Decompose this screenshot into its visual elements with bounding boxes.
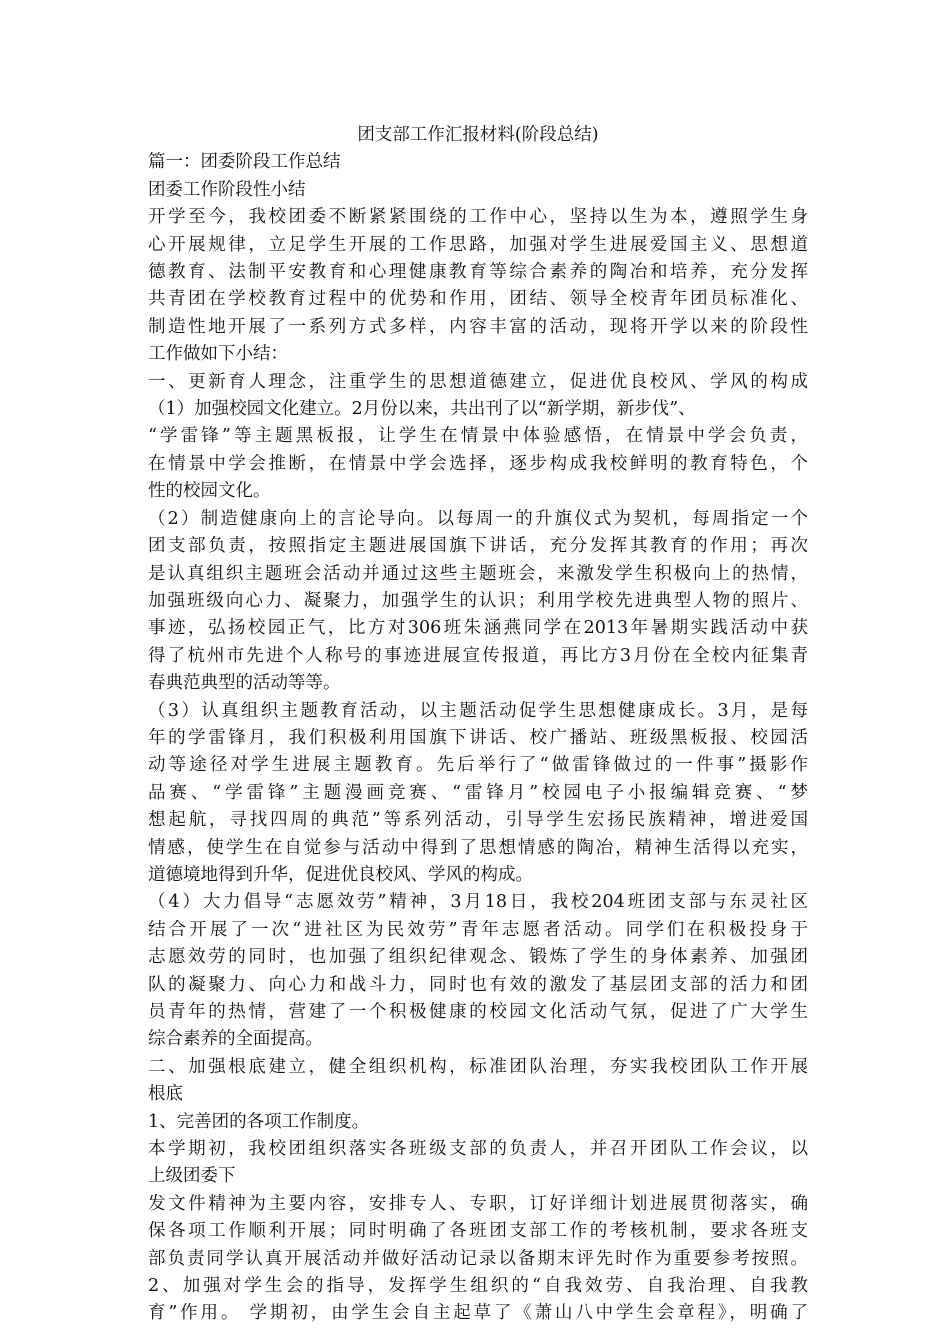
text-line: 队的凝聚力、向心力和战斗力，同时也有效的激发了基层团支部的活力和团 bbox=[148, 974, 808, 995]
text-line: 部负责同学认真开展活动并做好活动记录以备期末评先时作为重要参考按照。 bbox=[148, 1248, 808, 1269]
text-line: 员青年的热情，营建了一个积极健康的校园文化活动气氛，促进了广大学生 bbox=[148, 1002, 808, 1022]
document-title: 团支部工作汇报材料(阶段总结) bbox=[357, 125, 599, 145]
text-line: 2、加强对学生会的指导，发挥学生组织的“自我效劳、自我治理、自我教 bbox=[148, 1276, 808, 1297]
text-line: 保各项工作顺利开展；同时明确了各班团支部工作的考核机制，要求各班支 bbox=[148, 1221, 808, 1242]
text-line: 共青团在学校教育过程中的优势和作用，团结、领导全校青年团员标准化、 bbox=[148, 289, 808, 310]
text-line: （1）加强校园文化建立。2月份以来，共出刊了以“新学期，新步伐”、 bbox=[148, 399, 696, 420]
text-line: 二、加强根底建立，健全组织机构，标准团队治理，夯实我校团队工作开展 bbox=[148, 1056, 808, 1077]
text-line: 开学至今，我校团委不断紧紧围绕的工作中心，坚持以生为本，遵照学生身 bbox=[148, 207, 808, 228]
text-line: 团支部负责，按照指定主题进展国旗下讲话，充分发挥其教育的作用；再次 bbox=[148, 536, 808, 557]
text-line: 动等途径对学生进展主题教育。先后举行了“做雷锋做过的一件事”摄影作 bbox=[148, 755, 808, 776]
text-line: 本学期初，我校团组织落实各班级支部的负责人，并召开团队工作会议，以 bbox=[148, 1139, 808, 1160]
text-line: 是认真组织主题班会活动并通过这些主题班会，来激发学生积极向上的热情， bbox=[148, 563, 808, 584]
text-line: （4）大力倡导“志愿效劳”精神，3月18日，我校204班团支部与东灵社区 bbox=[148, 892, 808, 913]
text-line: 一、更新育人理念，注重学生的思想道德建立，促进优良校风、学风的构成 bbox=[148, 371, 808, 392]
text-line: 育”作用。 学期初，由学生会自主起草了《萧山八中学生会章程》，明确了 bbox=[148, 1303, 808, 1324]
text-line: 制造性地开展了一系列方式多样，内容丰富的活动，现将开学以来的阶段性 bbox=[148, 316, 808, 337]
document-body bbox=[148, 122, 808, 1328]
text-line: 道德境地得到升华，促进优良校风、学风的构成。 bbox=[148, 864, 533, 885]
text-line: 德教育、法制平安教育和心理健康教育等综合素养的陶冶和培养，充分发挥 bbox=[148, 262, 808, 283]
text-line: 根底 bbox=[148, 1084, 183, 1105]
text-line: 心开展规律，立足学生开展的工作思路，加强对学生进展爱国主义、思想道 bbox=[148, 234, 808, 255]
text-line: 综合素养的全面提高。 bbox=[148, 1029, 323, 1050]
text-line: 得了杭州市先进个人称号的事迹进展宣传报道，再比方3月份在全校内征集青 bbox=[148, 645, 808, 666]
text-line: 年的学雷锋月，我们积极利用国旗下讲话、校广播站、班级黑板报、校园活 bbox=[148, 727, 808, 748]
text-line: 团委工作阶段性小结 bbox=[148, 179, 306, 200]
text-line: 发文件精神为主要内容，安排专人、专职，订好详细计划进展贯彻落实，确 bbox=[148, 1193, 808, 1214]
text-line: 事迹，弘扬校园正气，比方对306班朱涵燕同学在2013年暑期实践活动中获 bbox=[148, 618, 808, 639]
text-line: 工作做如下小结： bbox=[148, 344, 288, 365]
text-line: 上级团委下 bbox=[148, 1166, 236, 1187]
document-text bbox=[148, 149, 808, 1327]
text-line: 想起航，寻找四周的典范”等系列活动，引导学生宏扬民族精神，增进爱国 bbox=[148, 810, 808, 831]
text-line: “学雷锋”等主题黑板报，让学生在情景中体验感悟，在情景中学会负责， bbox=[148, 426, 808, 447]
text-line: 篇一：团委阶段工作总结 bbox=[148, 152, 341, 173]
text-line: 志愿效劳的同时，也加强了组织纪律观念、锻炼了学生的身体素养、加强团 bbox=[148, 947, 808, 968]
text-line: 情感，使学生在自觉参与活动中得到了思想情感的陶冶，精神生活得以充实， bbox=[148, 837, 808, 858]
text-line: 在情景中学会推断，在情景中学会选择，逐步构成我校鲜明的教育特色，个 bbox=[148, 453, 808, 474]
text-line: 结合开展了一次“进社区为民效劳”青年志愿者活动。同学们在积极投身于 bbox=[148, 919, 808, 940]
text-line: 品赛、“学雷锋”主题漫画竞赛、“雷锋月”校园电子小报编辑竞赛、“梦 bbox=[148, 782, 808, 803]
text-line: （2）制造健康向上的言论导向。以每周一的升旗仪式为契机，每周指定一个 bbox=[148, 508, 808, 529]
text-line: （3）认真组织主题教育活动，以主题活动促学生思想健康成长。3月，是每 bbox=[148, 700, 808, 721]
text-line: 春典范典型的活动等等。 bbox=[148, 673, 341, 694]
text-line: 性的校园文化。 bbox=[148, 481, 271, 502]
text-line: 1、完善团的各项工作制度。 bbox=[148, 1111, 370, 1132]
text-line: 加强班级向心力、凝聚力，加强学生的认识；利用学校先进典型人物的照片、 bbox=[148, 590, 808, 611]
